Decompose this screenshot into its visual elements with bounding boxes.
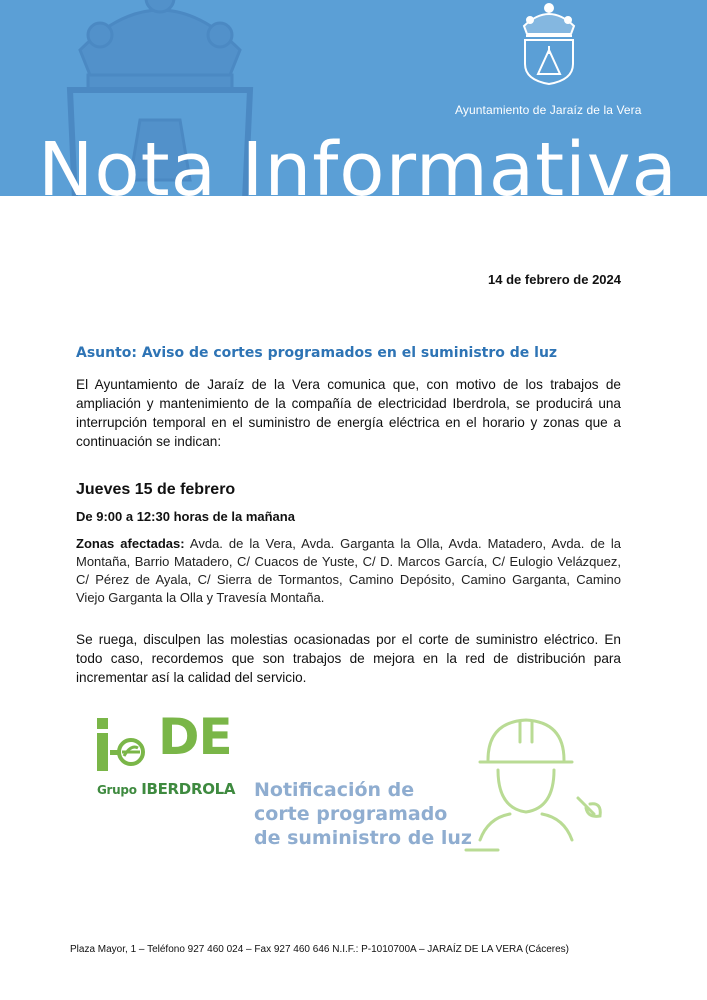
town-crest-icon xyxy=(516,2,582,86)
notice-line-2: corte programado xyxy=(254,803,448,825)
zones-paragraph xyxy=(76,535,621,607)
ide-group-label xyxy=(97,780,235,798)
notice-line-3: de suministro de luz xyxy=(254,827,472,849)
intro-paragraph: El Ayuntamiento de Jaraíz de la Vera comunica que, con motivo de los trabajos de ampliación y mantenimiento de la compañía de electricidad Iberdrola, se producirá una interrupción temporal en el suministro de energía eléctrica en el horario y zonas que a continuación se indican: xyxy=(76,377,621,449)
day-heading: Jueves 15 de febrero xyxy=(76,481,236,498)
town-name: Ayuntamiento de Jaraíz de la Vera xyxy=(455,103,642,117)
ide-group-prefix: Grupo xyxy=(97,783,137,797)
ide-leaf-icon xyxy=(94,714,158,776)
header-banner xyxy=(0,0,707,196)
ide-letters: DE xyxy=(158,708,232,766)
worker-icon xyxy=(458,712,608,852)
notice-line-1: Notificación de xyxy=(254,779,415,801)
closing-paragraph: Se ruega, disculpen las molestias ocasionadas por el corte de suministro eléctrico. En todo caso, recordemos que son trabajos de mejora en la red de distribución para incrementar así la calidad del servicio. xyxy=(76,632,621,685)
page-title: Nota Informativa xyxy=(38,127,678,196)
subject-heading: Asunto: Aviso de cortes programados en el suministro de luz xyxy=(76,345,558,361)
document-date: 14 de febrero de 2024 xyxy=(488,272,621,287)
footer-address: Plaza Mayor, 1 – Teléfono 927 460 024 – Fax 927 460 646 N.I.F.: P-1010700A – JARAÍZ DE LA VERA (Cáceres) xyxy=(70,944,569,955)
ide-group-name: IBERDROLA xyxy=(141,780,236,798)
outage-notice xyxy=(254,778,472,850)
hours-text: De 9:00 a 12:30 horas de la mañana xyxy=(76,509,295,524)
zones-label: Zonas afectadas: xyxy=(76,536,185,551)
zones-list: Avda. de la Vera, Avda. Garganta la Olla, Avda. Matadero, Avda. de la Montaña, Barrio Matadero, C/ Cuacos de Yuste, C/ D. Marcos García, C/ Eulogio Velázquez, C/ Pérez de Ayala, C/ Sierra de Tormantos, Camino Depósito, Camino Garganta, Camino Viejo Garganta la Olla y Travesía Montaña. xyxy=(76,536,621,605)
